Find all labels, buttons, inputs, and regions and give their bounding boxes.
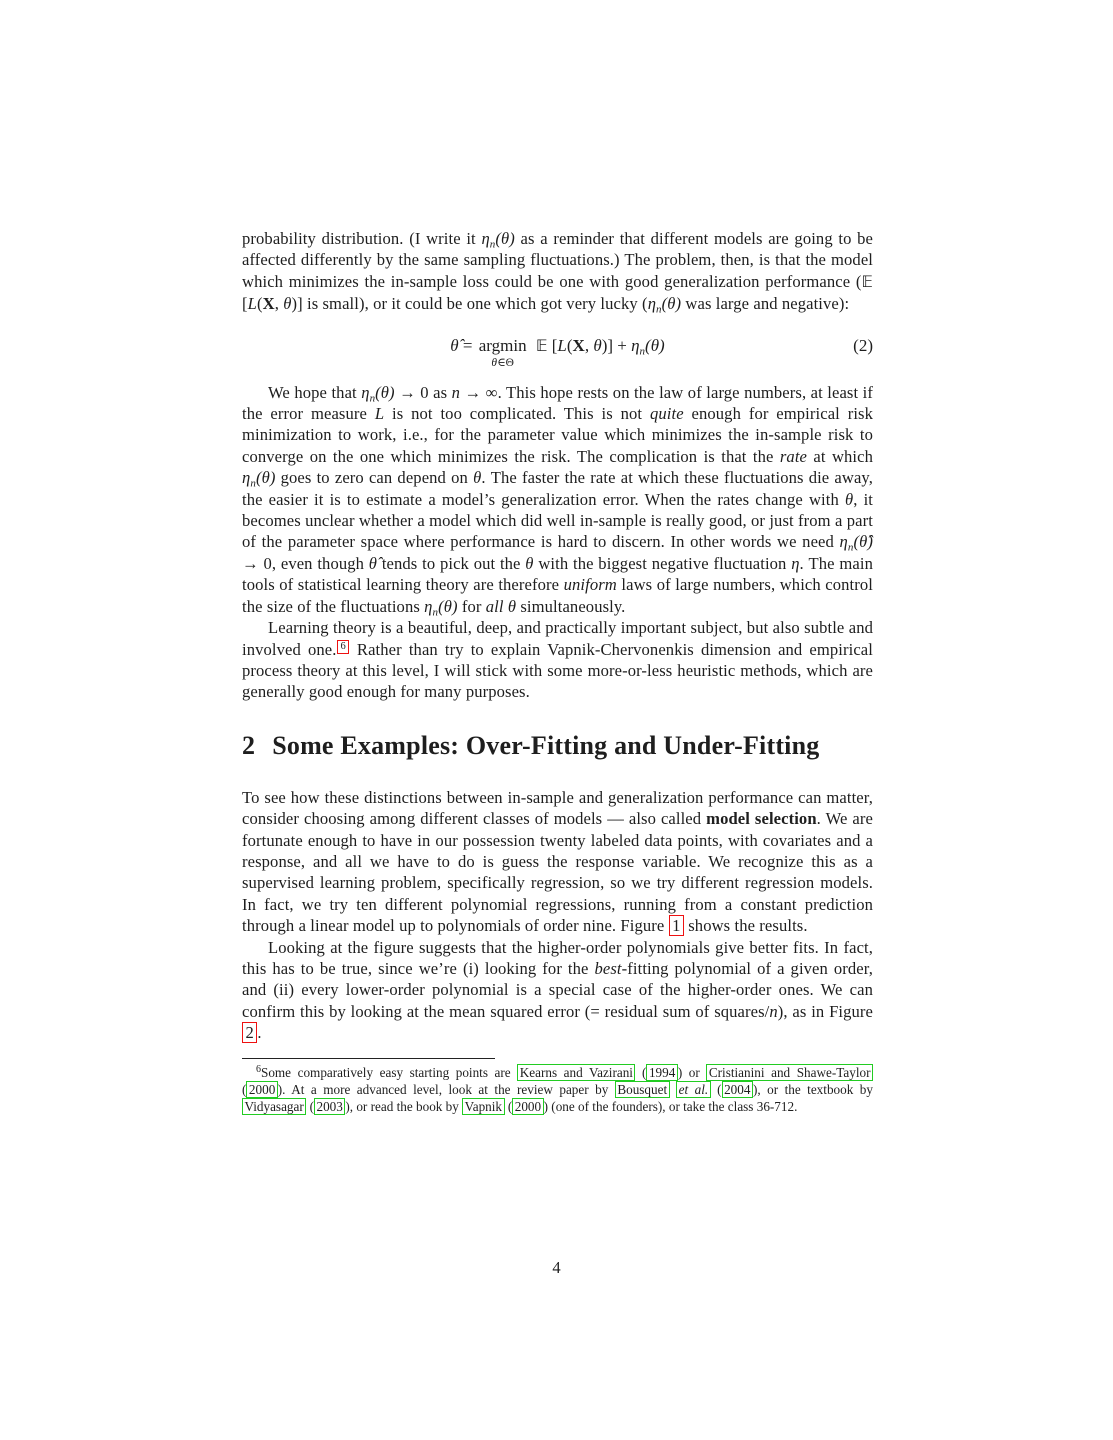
text-run: uniform [563,575,617,595]
text-run: → ∞. This hope rests on the law of large numbers, at least if the error measure [242,382,873,424]
text-run: simultaneously. [516,596,626,616]
section-number: 2 [242,730,256,760]
text-run: ( [242,1081,247,1097]
text-run: θ [844,489,854,509]
text-run: (θ) [375,382,395,402]
text-run: n [369,392,376,405]
text-run: ( [710,1081,722,1097]
citation-link[interactable]: 1994 [646,1064,677,1081]
internal-link[interactable]: 6 [337,640,348,654]
citation-link[interactable]: 2000 [246,1081,277,1098]
text-run: , [274,294,284,314]
text-run: 6 [256,1063,261,1075]
text-run: ∈Θ [497,356,514,369]
text-run: . We are fortunate enough to have in our possession twenty labeled data points, with covariates and a response, and all we have to do is guess the response variable. We recognize this as a supervised learning problem, specifically regression, so we try different regression models. In fact, we try ten different polynomial regressions, running from a constant prediction through a linear model up to polynomials of order nine. Figure [242,809,873,936]
text-run: ) (one of the founders), or take the class 36-712. [543,1099,798,1115]
text-run: L [557,335,567,355]
text-run: (θ) [645,335,665,355]
text-run: )] + [601,335,632,355]
equation-lhs [450,335,476,357]
text-run: . [257,1023,262,1043]
text-run: Looking at the figure suggests that the higher-order polynomials give better fits. In fact, this has to be true, since we’re (i) looking for the [242,937,873,978]
text-run: η [647,294,657,314]
text-run: θ̂ [450,335,459,355]
text-run: at which [807,446,873,466]
text-run: )] is small), or it could be one which got very lucky ( [291,294,648,314]
text-run: η [631,335,640,355]
citation-link[interactable]: 2004 [722,1081,753,1098]
text-run: ( [306,1099,314,1115]
argmin-subscript [491,357,513,370]
text-run: → 0, even though [242,553,369,573]
text-run: θ̂ [368,553,378,573]
citation-link[interactable]: Kearns and Vazirani [517,1064,635,1081]
text-run: , it becomes unclear whether a model which did well in-sample is really good, or just from a part of the parameter space where performance is hard to discern. In other words we need [242,489,873,552]
text-run: (θ) [495,229,515,248]
text-run: shows the results. [684,916,808,936]
citation-link[interactable]: 2003 [314,1098,345,1115]
paragraph-to-see-how [242,787,873,937]
internal-link[interactable]: 2 [242,1022,257,1043]
text-run: ), as in Figure [777,1001,873,1021]
text-run: L [374,404,385,424]
text-run: Rather than try to explain Vapnik-Chervonenkis dimension and empirical process theory at this level, I will stick with some more-or-less heuristic methods, which are generally good enough for many purposes. [242,639,873,702]
text-run: η [791,553,800,573]
equation-rhs [532,335,665,357]
text-run: X [262,294,275,314]
citation-link[interactable]: 2000 [512,1098,543,1115]
text-run: Learning theory is a beautiful, deep, and practically important subject, but also subtle and involved one. [242,618,873,659]
text-run: n [250,477,256,490]
text-run: θ [525,553,534,573]
text-run: η [481,229,490,248]
equation-body [450,335,664,370]
text-run: θ [491,356,498,369]
text-run: , [584,335,594,355]
text-run: θ [593,335,602,355]
text-run: probability distribution. (I write it [242,229,482,248]
equation-number: (2) [853,335,873,355]
text-run: = [458,335,477,355]
text-run: n [656,303,662,316]
text-run: . The main tools of statistical learning theory are therefore [242,553,873,595]
text-run: n [489,238,496,251]
text-run: quite [650,404,684,424]
text-run: ). At a more advanced level, look at the review paper by [277,1081,615,1097]
text-run: rate [779,446,807,466]
text-block [242,228,873,1115]
text-run: was large and negative): [681,294,850,314]
text-run: θ [507,596,517,616]
text-run: ( [256,294,263,314]
text-run: [ [547,335,558,355]
text-run: is not too complicated. This is not [384,404,650,424]
text-run: We hope that [268,382,362,402]
text-run: [ [242,294,248,314]
text-run: for [457,596,486,616]
text-run: -fitting polynomial of a given order, and (ii) every lower-order polynomial is a special case of the higher-order ones. We can confirm this by looking at the mean squared error (= residual sum of squares/ [242,958,873,1021]
citation-link[interactable]: et al. [676,1081,711,1098]
paragraph-probability-distribution [242,228,873,315]
text-run: n [432,606,439,619]
text-run: tends to pick out the [377,553,526,573]
text-run: θ [283,294,292,314]
text-run: n [451,382,461,402]
text-run: laws of large numbers, which control the size of the fluctuations [242,575,873,616]
section-heading [242,731,873,761]
text-run: ( [504,1099,513,1115]
text-run: ( [566,335,573,355]
text-run: n [847,541,854,554]
paragraph-learning-theory [242,617,873,703]
section-title: Some Examples: Over-Fitting and Under-Fitting [272,730,820,760]
citation-link[interactable]: Vapnik [462,1098,504,1115]
text-run: model selection [706,809,817,829]
text-run: L [247,294,257,314]
text-run: (θ) [255,468,276,488]
paragraph-we-hope [242,382,873,617]
footnote-rule [242,1058,495,1059]
footnote-6 [242,1064,873,1116]
text-run: ), or read the book by [345,1099,463,1115]
text-run: n [769,1001,778,1021]
text-run: ( [635,1064,647,1080]
text-run: (θ) [438,596,458,616]
text-run: enough for empirical risk minimization to work, i.e., for the parameter value which minimizes the in-sample risk to converge on the one which minimizes the risk. The complication is that the [242,404,873,466]
text-run: Some comparatively easy starting points are [261,1064,518,1080]
text-run: (θ̂) [853,532,873,552]
text-run: (θ) [661,294,682,314]
text-run: as a reminder that different models are going to be affected differently by the same sampling fluctuations.) The problem, then, is that the model which minimizes the in-sample loss could be one with good generalization performance ( [242,229,873,291]
text-run: ), or the textbook by [752,1081,873,1097]
argmin-operator [479,335,527,370]
text-run: X [572,335,585,355]
paragraph-looking-at-figure [242,937,873,1044]
text-run: θ [473,468,482,488]
citation-link[interactable]: Vidyasagar [242,1098,306,1115]
text-run: 𝔼 [535,335,548,355]
text-run: → 0 as [394,382,452,402]
text-run: 𝔼 [861,272,873,291]
text-run: n [639,345,646,358]
text-run: η [424,596,433,616]
citation-link[interactable]: Bousquet [615,1081,670,1098]
text-run: ) or [677,1064,707,1080]
text-run: all [485,596,504,616]
text-run: best [594,958,622,978]
text-run: goes to zero can depend on [275,468,474,488]
equation-2 [242,335,873,370]
text-run: η [839,532,848,552]
text-run: with the biggest negative fluctuation [533,553,792,573]
internal-link[interactable]: 1 [669,915,684,936]
text-run: η [361,382,370,402]
text-run: . The faster the rate at which these fluctuations die away, the easier it is to estimate a model’s generalization error. When the rates change with [242,468,874,509]
citation-link[interactable]: Cristianini and Shawe-Taylor [706,1064,873,1081]
text-run: η [242,468,251,488]
page-number: 4 [552,1258,561,1277]
argmin-label: argmin [478,335,527,355]
text-run: To see how these distinctions between in-sample and generalization performance can matter, consider choosing among different classes of models — also called [242,787,873,829]
